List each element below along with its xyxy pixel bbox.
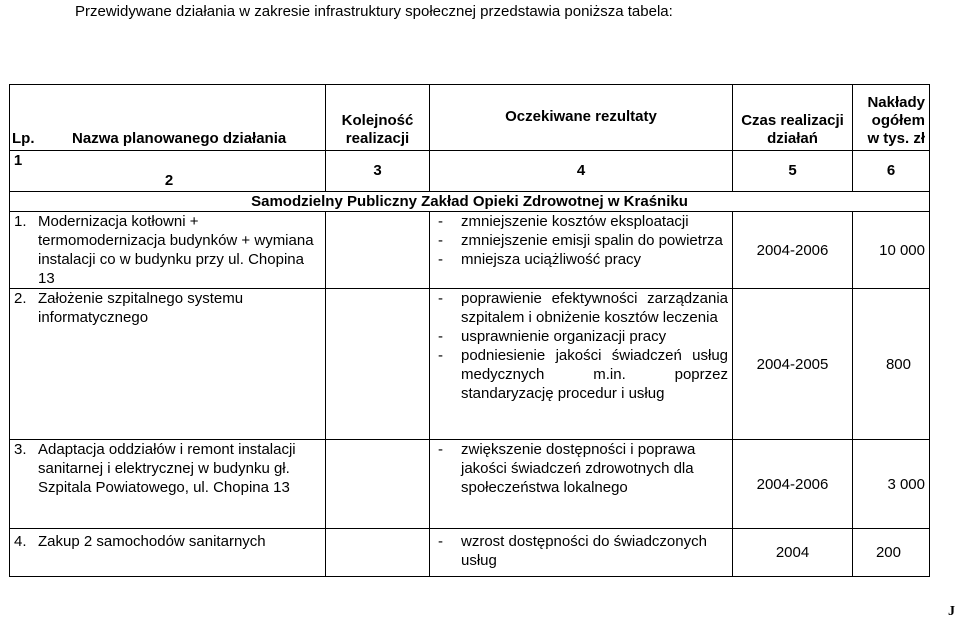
action-name: Modernizacja kotłowni + termomodernizacja budynków + wymiana instalacji co w budynku przy ul. Chopina 13: [38, 213, 314, 287]
column-numbers-row: [10, 151, 930, 192]
cost-cell: 800: [853, 289, 930, 440]
order-cell: [326, 529, 430, 577]
header-cost: Nakłady ogółem w tys. zł: [853, 85, 930, 151]
column-number-4: 4: [430, 151, 733, 192]
time-cell: 2004-2005: [733, 289, 853, 440]
header-name: Nazwa planowanego działania: [72, 130, 287, 147]
order-cell: [326, 440, 430, 529]
time-cell: 2004-2006: [733, 440, 853, 529]
action-name: Zakup 2 samochodów sanitarnych: [38, 533, 266, 550]
row-number: 4.: [14, 533, 27, 550]
row-number: 3.: [14, 441, 27, 458]
row-number: 2.: [14, 290, 27, 307]
cost-cell: 200: [853, 529, 930, 577]
action-cell: [10, 529, 326, 577]
intro-text: Przewidywane działania w zakresie infrastruktury społecznej przedstawia poniższa tabela:: [75, 3, 673, 20]
header-results: Oczekiwane rezultaty: [430, 85, 733, 151]
result-item: - mniejsza uciążliwość pracy: [434, 250, 728, 269]
action-cell: [10, 212, 326, 289]
results-cell: [430, 529, 733, 577]
action-name: Adaptacja oddziałów i remont instalacji sanitarnej i elektrycznej w budynku gł. Szpitala Powiatowego, ul. Chopina 13: [38, 441, 296, 496]
action-cell: [10, 289, 326, 440]
result-item: - poprawienie efektywności zarządzania szpitalem i obniżenie kosztów leczenia: [434, 289, 728, 327]
page-mark: J: [948, 604, 955, 619]
column-number-5: 5: [733, 151, 853, 192]
table-row: [10, 289, 930, 440]
time-cell: 2004: [733, 529, 853, 577]
section-row: [10, 192, 930, 212]
result-item: - wzrost dostępności do świadczonych usług: [434, 532, 728, 570]
header-lp-name: [10, 85, 326, 151]
time-cell: 2004-2006: [733, 212, 853, 289]
section-title: Samodzielny Publiczny Zakład Opieki Zdrowotnej w Kraśniku: [10, 192, 930, 212]
column-number-cell: [10, 151, 326, 192]
table-row: [10, 529, 930, 577]
result-item: - zwiększenie dostępności i poprawa jakości świadczeń zdrowotnych dla społeczeństwa lokalnego: [434, 440, 728, 497]
row-number: 1.: [14, 213, 27, 230]
column-number-3: 3: [326, 151, 430, 192]
column-number-6: 6: [853, 151, 930, 192]
table-row: [10, 212, 930, 289]
results-cell: [430, 440, 733, 529]
action-cell: [10, 440, 326, 529]
header-order: Kolejność realizacji: [326, 85, 430, 151]
header-lp: Lp.: [12, 130, 35, 147]
result-item: - zmniejszenie kosztów eksploatacji: [434, 212, 728, 231]
header-time: Czas realizacji działań: [733, 85, 853, 151]
order-cell: [326, 289, 430, 440]
infrastructure-table: [9, 84, 930, 577]
result-item: - zmniejszenie emisji spalin do powietrza: [434, 231, 728, 250]
action-name: Założenie szpitalnego systemu informatycznego: [38, 290, 244, 326]
cost-cell: 10 000: [853, 212, 930, 289]
cost-cell: 3 000: [853, 440, 930, 529]
result-item: - usprawnienie organizacji pracy: [434, 327, 728, 346]
result-item: - podniesienie jakości świadczeń usług medycznych m.in. poprzez standaryzację procedur i usług: [434, 346, 728, 403]
column-number-2: 2: [164, 172, 174, 189]
table-row: [10, 440, 930, 529]
column-number-1: 1: [13, 152, 23, 169]
table-header-row: [10, 85, 930, 151]
results-cell: [430, 212, 733, 289]
order-cell: [326, 212, 430, 289]
results-cell: [430, 289, 733, 440]
